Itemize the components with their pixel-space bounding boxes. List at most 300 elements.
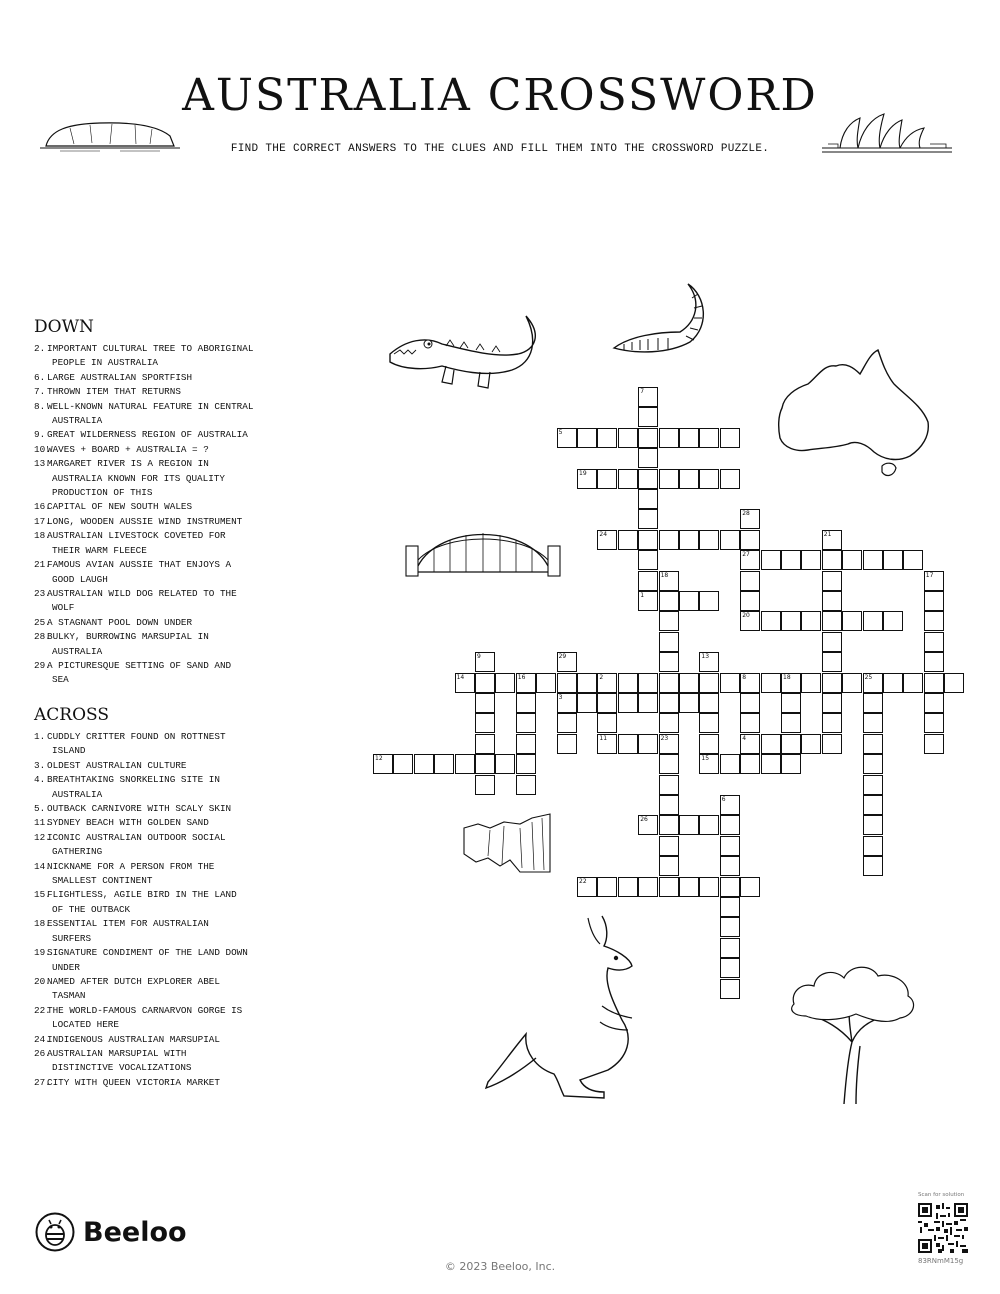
cell-number: 27 <box>742 551 750 559</box>
crossword-cell[interactable] <box>557 428 577 448</box>
crossword-cell[interactable] <box>638 387 658 407</box>
clue-text-line: OUTBACK CARNIVORE WITH SCALY SKIN <box>47 803 232 815</box>
cell-number: 2 <box>599 673 604 681</box>
crossword-cell[interactable] <box>638 489 658 509</box>
crossword-cell[interactable] <box>679 693 699 713</box>
crossword-cell[interactable] <box>699 713 719 733</box>
crossword-cell[interactable] <box>475 652 495 672</box>
crossword-cell[interactable] <box>720 469 740 489</box>
clue-number: 27. <box>34 1076 51 1088</box>
clue-text <box>47 371 192 385</box>
crossword-cell[interactable] <box>638 530 658 550</box>
crossword-cell[interactable] <box>577 693 597 713</box>
crossword-cell[interactable] <box>883 611 903 631</box>
crossword-cell[interactable] <box>475 754 495 774</box>
crossword-cell[interactable] <box>720 530 740 550</box>
cell-number: 4 <box>742 734 747 742</box>
crossword-cell[interactable] <box>516 734 536 754</box>
clue-text-line: FAMOUS AVIAN AUSSIE THAT ENJOYS A <box>47 559 232 571</box>
kangaroo-illustration <box>484 912 644 1102</box>
crossword-cell[interactable] <box>638 734 658 754</box>
crossword-cell[interactable] <box>699 591 719 611</box>
crossword-cell[interactable] <box>557 673 577 693</box>
crossword-cell[interactable] <box>740 571 760 591</box>
crossword-cell[interactable] <box>659 795 679 815</box>
clue-item <box>34 831 270 860</box>
crossword-cell[interactable] <box>822 713 842 733</box>
clue-text-line: AUSTRALIAN MARSUPIAL WITH <box>47 1047 187 1059</box>
clue-number: 5. <box>34 803 46 815</box>
crossword-cell[interactable] <box>842 550 862 570</box>
clue-item <box>34 457 270 500</box>
crossword-cell[interactable] <box>475 713 495 733</box>
clue-text <box>47 816 209 830</box>
cell-number: 15 <box>701 755 710 763</box>
crossword-cell[interactable] <box>638 877 658 897</box>
crossword-cell[interactable] <box>659 530 679 550</box>
clue-item <box>34 500 270 514</box>
clue-text-line: INDIGENOUS AUSTRALIAN MARSUPIAL <box>47 1033 220 1045</box>
crossword-cell[interactable] <box>720 795 740 815</box>
crossword-cell[interactable] <box>740 754 760 774</box>
crossword-cell[interactable] <box>659 469 679 489</box>
clue-number: 25. <box>34 616 51 628</box>
crossword-cell[interactable] <box>597 428 617 448</box>
clue-text-line: SYDNEY BEACH WITH GOLDEN SAND <box>47 817 209 829</box>
crossword-cell[interactable] <box>720 428 740 448</box>
clue-number: 18. <box>34 530 51 542</box>
crossword-cell[interactable] <box>618 428 638 448</box>
clue-number: 8. <box>34 400 46 412</box>
crossword-cell[interactable] <box>659 856 679 876</box>
crossword-cell[interactable] <box>863 673 883 693</box>
crossword-cell[interactable] <box>659 611 679 631</box>
clue-text <box>47 730 226 759</box>
crossword-cell[interactable] <box>557 734 577 754</box>
clue-text-line: THEIR WARM FLEECE <box>52 544 147 556</box>
crossword-cell[interactable] <box>924 693 944 713</box>
brand-name: Beeloo <box>83 1216 187 1248</box>
crossword-cell[interactable] <box>781 734 801 754</box>
clue-text-line: SIGNATURE CONDIMENT OF THE LAND DOWN <box>47 947 248 959</box>
crossword-cell[interactable] <box>699 428 719 448</box>
crossword-cell[interactable] <box>720 836 740 856</box>
crossword-cell[interactable] <box>659 571 679 591</box>
crossword-cell[interactable] <box>924 652 944 672</box>
crossword-cell[interactable] <box>801 734 821 754</box>
clue-text-line: DISTINCTIVE VOCALIZATIONS <box>52 1062 192 1074</box>
crossword-cell[interactable] <box>740 530 760 550</box>
cell-number: 18 <box>660 571 669 579</box>
clue-item <box>34 730 270 759</box>
clue-text <box>47 443 209 457</box>
clue-item <box>34 860 270 889</box>
crossword-cell[interactable] <box>659 428 679 448</box>
clue-number: 7. <box>34 386 46 398</box>
crossword-cell[interactable] <box>679 815 699 835</box>
crossword-cell[interactable] <box>781 693 801 713</box>
crossword-cell[interactable] <box>903 550 923 570</box>
crossword-cell[interactable] <box>699 877 719 897</box>
clue-text <box>47 385 181 399</box>
crossword-cell[interactable] <box>659 591 679 611</box>
clue-item <box>34 1033 270 1047</box>
clue-text-line: WAVES + BOARD + AUSTRALIA = ? <box>47 443 209 455</box>
crossword-cell[interactable] <box>516 754 536 774</box>
crossword-cell[interactable] <box>659 693 679 713</box>
clue-item <box>34 946 270 975</box>
crossword-cell[interactable] <box>455 754 475 774</box>
crossword-cell[interactable] <box>679 428 699 448</box>
crossword-cell[interactable] <box>618 734 638 754</box>
crossword-cell[interactable] <box>699 815 719 835</box>
crossword-cell[interactable] <box>618 530 638 550</box>
crossword-cell[interactable] <box>557 713 577 733</box>
crossword-cell[interactable] <box>638 815 658 835</box>
crossword-cell[interactable] <box>597 469 617 489</box>
crossword-cell[interactable] <box>822 611 842 631</box>
crossword-cell[interactable] <box>516 673 536 693</box>
crossword-cell[interactable] <box>597 693 617 713</box>
clue-text-line: LONG, WOODEN AUSSIE WIND INSTRUMENT <box>47 515 243 527</box>
cell-number: 21 <box>823 530 832 538</box>
cell-number: 24 <box>599 530 608 538</box>
crossword-cell[interactable] <box>924 713 944 733</box>
crossword-cell[interactable] <box>618 693 638 713</box>
crossword-cell[interactable] <box>863 775 883 795</box>
crossword-cell[interactable] <box>699 754 719 774</box>
crossword-cell[interactable] <box>822 550 842 570</box>
crossword-cell[interactable] <box>618 469 638 489</box>
crossword-cell[interactable] <box>822 571 842 591</box>
tree-illustration <box>786 958 920 1106</box>
crossword-cell[interactable] <box>495 754 515 774</box>
cell-number: 18 <box>783 673 791 681</box>
crossword-cell[interactable] <box>557 652 577 672</box>
cell-number: 6 <box>721 796 726 803</box>
crossword-cell[interactable] <box>659 734 679 754</box>
scan-label: Scan for solution <box>918 1192 965 1198</box>
crossword-cell[interactable] <box>659 836 679 856</box>
crossword-cell[interactable] <box>924 632 944 652</box>
clue-number: 13. <box>34 458 51 470</box>
clue-text-line: FLIGHTLESS, AGILE BIRD IN THE LAND <box>47 889 237 901</box>
clue-item <box>34 1076 270 1090</box>
clue-text-line: OLDEST AUSTRALIAN CULTURE <box>47 759 187 771</box>
crossword-cell[interactable] <box>659 632 679 652</box>
crossword-cell[interactable] <box>516 713 536 733</box>
crossword-cell[interactable] <box>863 611 883 631</box>
crossword-cell[interactable] <box>618 673 638 693</box>
clue-text-line: MARGARET RIVER IS A REGION IN <box>47 458 209 470</box>
clue-number: 19. <box>34 947 51 959</box>
crossword-cell[interactable] <box>414 754 434 774</box>
clue-number: 17. <box>34 515 51 527</box>
crossword-cell[interactable] <box>393 754 413 774</box>
crossword-cell[interactable] <box>822 673 842 693</box>
cell-number: 17 <box>925 571 934 579</box>
crossword-cell[interactable] <box>720 958 740 978</box>
cell-number: 23 <box>660 734 669 742</box>
crossword-cell[interactable] <box>475 673 495 693</box>
cell-number: 16 <box>517 673 526 681</box>
crossword-cell[interactable] <box>720 673 740 693</box>
clue-text-line: ISLAND <box>52 745 86 757</box>
crossword-cell[interactable] <box>863 550 883 570</box>
crossword-cell[interactable] <box>597 877 617 897</box>
crossword-cell[interactable] <box>516 693 536 713</box>
clue-text-line: A PICTURESQUE SETTING OF SAND AND <box>47 659 232 671</box>
crossword-cell[interactable] <box>842 673 862 693</box>
cell-number: 9 <box>477 653 481 661</box>
crossword-cell[interactable] <box>761 611 781 631</box>
crossword-cell[interactable] <box>863 713 883 733</box>
crossword-cell[interactable] <box>577 428 597 448</box>
crossword-cell[interactable] <box>740 734 760 754</box>
crossword-cell[interactable] <box>720 917 740 937</box>
crossword-cell[interactable] <box>577 877 597 897</box>
crossword-cell[interactable] <box>822 734 842 754</box>
crossword-cell[interactable] <box>597 734 617 754</box>
crossword-cell[interactable] <box>863 754 883 774</box>
cell-number: 8 <box>742 673 747 681</box>
clue-number: 23. <box>34 587 51 599</box>
crossword-cell[interactable] <box>720 897 740 917</box>
clue-text <box>47 773 220 802</box>
clue-text-line: ICONIC AUSTRALIAN OUTDOOR SOCIAL <box>47 831 226 843</box>
crossword-cell[interactable] <box>536 673 556 693</box>
crossword-cell[interactable] <box>679 673 699 693</box>
crossword-cell[interactable] <box>659 877 679 897</box>
clue-text <box>47 802 231 816</box>
crossword-cell[interactable] <box>924 591 944 611</box>
crossword-cell[interactable] <box>597 713 617 733</box>
crossword-cell[interactable] <box>659 754 679 774</box>
crossword-cell[interactable] <box>659 775 679 795</box>
crossword-cell[interactable] <box>495 673 515 693</box>
clue-number: 11. <box>34 817 51 829</box>
opera-house-illustration <box>820 108 954 156</box>
cell-number: 29 <box>558 653 567 661</box>
clue-number: 3. <box>34 759 46 771</box>
crossword-cell[interactable] <box>761 550 781 570</box>
crossword-cell[interactable] <box>638 428 658 448</box>
crossword-cell[interactable] <box>822 591 842 611</box>
clue-number: 21. <box>34 559 51 571</box>
copyright: © 2023 Beeloo, Inc. <box>444 1260 556 1273</box>
crossword-cell[interactable] <box>720 856 740 876</box>
crossword-cell[interactable] <box>822 530 842 550</box>
crossword-cell[interactable] <box>720 815 740 835</box>
clue-number: 1. <box>34 731 46 742</box>
crossword-cell[interactable] <box>740 693 760 713</box>
crossword-cell[interactable] <box>638 509 658 529</box>
clue-item <box>34 515 270 529</box>
crossword-cell[interactable] <box>924 571 944 591</box>
crossword-cell[interactable] <box>699 652 719 672</box>
crossword-cell[interactable] <box>659 815 679 835</box>
crossword-cell[interactable] <box>516 775 536 795</box>
bee-icon <box>35 1212 75 1252</box>
cell-number: 1 <box>640 592 645 599</box>
crossword-cell[interactable] <box>475 693 495 713</box>
crossword-cell[interactable] <box>944 673 964 693</box>
crossword-cell[interactable] <box>638 693 658 713</box>
crossword-cell[interactable] <box>679 877 699 897</box>
crossword-cell[interactable] <box>699 673 719 693</box>
crossword-cell[interactable] <box>822 632 842 652</box>
clue-number: 20. <box>34 975 51 987</box>
crossword-cell[interactable] <box>740 550 760 570</box>
clue-item <box>34 1004 270 1033</box>
crossword-cell[interactable] <box>781 611 801 631</box>
crossword-cell[interactable] <box>638 407 658 427</box>
clue-text-line: UNDER <box>52 961 80 973</box>
crossword-cell[interactable] <box>740 713 760 733</box>
clue-text-line: GOOD LAUGH <box>52 573 108 585</box>
crossword-cell[interactable] <box>720 877 740 897</box>
crossword-cell[interactable] <box>577 469 597 489</box>
down-clue-list <box>34 342 270 688</box>
crossword-cell[interactable] <box>455 673 475 693</box>
clue-text <box>47 946 248 975</box>
crossword-cell[interactable] <box>659 713 679 733</box>
crossword-cell[interactable] <box>720 754 740 774</box>
clue-item <box>34 917 270 946</box>
crossword-cell[interactable] <box>801 611 821 631</box>
clue-text-line: GATHERING <box>52 846 103 858</box>
clue-text-line: TASMAN <box>52 990 86 1002</box>
crossword-cell[interactable] <box>863 836 883 856</box>
clue-text-line: LARGE AUSTRALIAN SPORTFISH <box>47 371 193 383</box>
crossword-cell[interactable] <box>720 979 740 999</box>
clue-item <box>34 558 270 587</box>
crossword-cell[interactable] <box>740 673 760 693</box>
crossword-cell[interactable] <box>924 611 944 631</box>
clue-item <box>34 802 270 816</box>
crossword-cell[interactable] <box>924 734 944 754</box>
cell-number: 19 <box>579 469 587 477</box>
crossword-cell[interactable] <box>863 795 883 815</box>
crossword-cell[interactable] <box>597 530 617 550</box>
crossword-cell[interactable] <box>801 673 821 693</box>
crossword-cell[interactable] <box>638 673 658 693</box>
qr-code-id: 83RNmM15g <box>918 1257 964 1265</box>
crossword-cell[interactable] <box>699 530 719 550</box>
crossword-cell[interactable] <box>679 530 699 550</box>
crossword-cell[interactable] <box>761 734 781 754</box>
crossword-cell[interactable] <box>475 775 495 795</box>
crossword-cell[interactable] <box>597 673 617 693</box>
crossword-cell[interactable] <box>924 673 944 693</box>
crossword-cell[interactable] <box>863 815 883 835</box>
clue-text-line: AUSTRALIA <box>52 645 103 657</box>
crossword-cell[interactable] <box>740 611 760 631</box>
clue-text <box>47 342 253 371</box>
crossword-cell[interactable] <box>699 693 719 713</box>
cell-number: 3 <box>558 694 563 701</box>
crossword-cell[interactable] <box>761 754 781 774</box>
clue-item <box>34 385 270 399</box>
crossword-cell[interactable] <box>781 754 801 774</box>
clue-text-line: SMALLEST CONTINENT <box>52 875 153 887</box>
clue-text <box>47 558 231 587</box>
crossword-cell[interactable] <box>822 693 842 713</box>
crossword-cell[interactable] <box>720 938 740 958</box>
crossword-cell[interactable] <box>699 469 719 489</box>
crossword-cell[interactable] <box>801 550 821 570</box>
crossword-cell[interactable] <box>740 591 760 611</box>
crossword-cell[interactable] <box>434 754 454 774</box>
crossword-cell[interactable] <box>638 448 658 468</box>
clue-text-line: CAPITAL OF NEW SOUTH WALES <box>47 501 193 513</box>
crossword-cell[interactable] <box>883 550 903 570</box>
crossword-cell[interactable] <box>659 652 679 672</box>
clue-item <box>34 659 270 688</box>
clue-text-line: SURFERS <box>52 932 92 944</box>
instruction-text: FIND THE CORRECT ANSWERS TO THE CLUES AND FILL THEM INTO THE CROSSWORD PUZZLE. <box>230 143 770 155</box>
crossword-cell[interactable] <box>618 877 638 897</box>
down-clues <box>34 317 270 688</box>
cell-number: 26 <box>640 816 648 824</box>
crossword-cell[interactable] <box>822 652 842 672</box>
clue-text-line: BREATHTAKING SNORKELING SITE IN <box>47 774 220 786</box>
crossword-cell[interactable] <box>781 673 801 693</box>
crossword-cell[interactable] <box>863 693 883 713</box>
crossword-cell[interactable] <box>863 856 883 876</box>
clue-item <box>34 816 270 830</box>
crossword-cell[interactable] <box>903 673 923 693</box>
crossword-cell[interactable] <box>638 469 658 489</box>
clue-text <box>47 457 225 500</box>
qr-code[interactable] <box>918 1203 968 1253</box>
crossword-cell[interactable] <box>475 734 495 754</box>
crossword-cell[interactable] <box>842 611 862 631</box>
clue-text <box>47 1033 220 1047</box>
crossword-cell[interactable] <box>638 571 658 591</box>
crossword-cell[interactable] <box>781 550 801 570</box>
clue-item <box>34 630 270 659</box>
clue-item <box>34 342 270 371</box>
clue-text-line: LOCATED HERE <box>52 1019 119 1031</box>
cell-number: 22 <box>579 877 587 885</box>
crossword-cell[interactable] <box>883 673 903 693</box>
crossword-cell[interactable] <box>679 591 699 611</box>
crossword-cell[interactable] <box>638 591 658 611</box>
clue-text <box>47 831 226 860</box>
clue-text <box>47 400 253 429</box>
crossword-cell[interactable] <box>761 673 781 693</box>
crossword-cell[interactable] <box>373 754 393 774</box>
clue-text <box>47 515 242 529</box>
crossword-cell[interactable] <box>863 734 883 754</box>
clue-text <box>47 759 186 773</box>
clue-item <box>34 1047 270 1076</box>
crossword-cell[interactable] <box>659 673 679 693</box>
crossword-cell[interactable] <box>577 673 597 693</box>
crossword-cell[interactable] <box>740 877 760 897</box>
crossword-cell[interactable] <box>638 550 658 570</box>
crossword-cell[interactable] <box>679 469 699 489</box>
clue-text <box>47 1076 220 1090</box>
crossword-cell[interactable] <box>699 734 719 754</box>
crossword-cell[interactable] <box>557 693 577 713</box>
crossword-cell[interactable] <box>740 509 760 529</box>
crossword-cell[interactable] <box>781 713 801 733</box>
clue-text <box>47 1047 191 1076</box>
clue-item <box>34 616 270 630</box>
clue-text-line: CUDDLY CRITTER FOUND ON ROTTNEST <box>47 731 226 742</box>
